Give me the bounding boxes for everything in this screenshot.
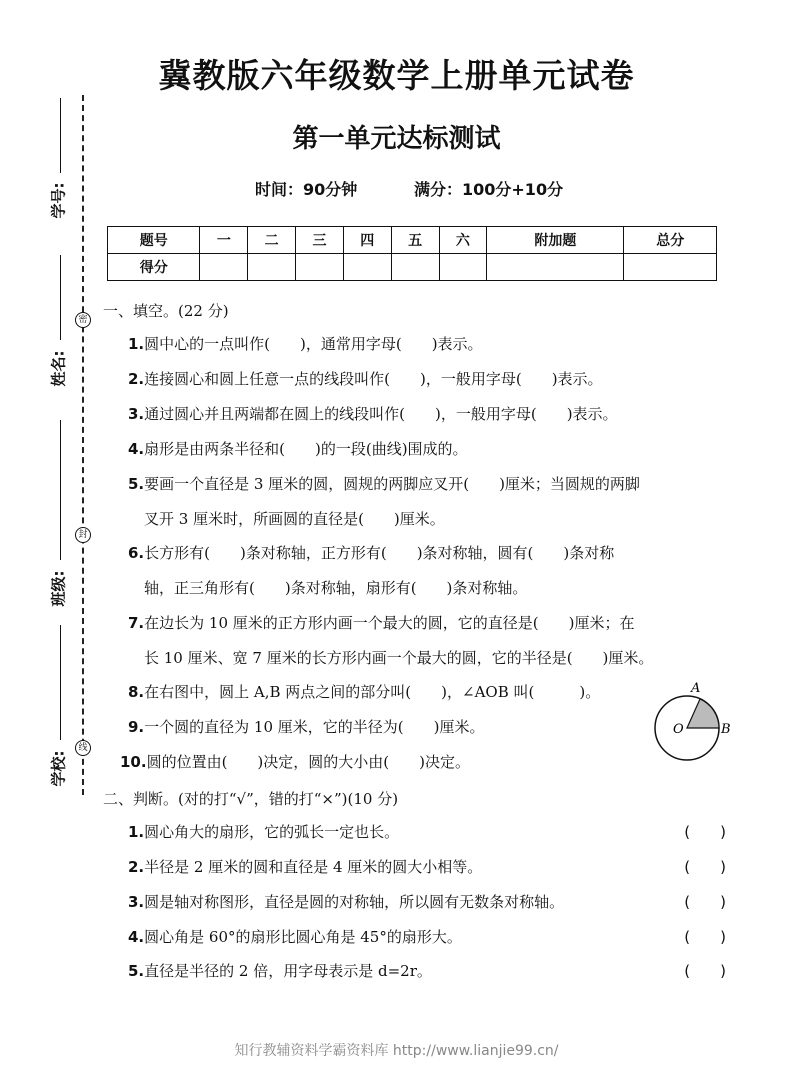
question-1-5 bbox=[128, 473, 640, 494]
score-row-label: 得分 bbox=[108, 254, 200, 281]
question-text: 连接圆心和圆上任意一点的线段叫作( )，一般用字母( )表示。 bbox=[144, 370, 603, 388]
question-1-7-cont bbox=[144, 647, 653, 668]
section-1-heading: 一、填空。(22 分) bbox=[103, 302, 229, 320]
seal-mark-xian: 线 bbox=[75, 740, 91, 756]
question-1-2 bbox=[128, 368, 603, 389]
binding-dashed-line bbox=[82, 95, 84, 795]
question-number: 4. bbox=[128, 928, 145, 946]
table-header-cell: 三 bbox=[296, 227, 344, 254]
score-table bbox=[107, 226, 717, 281]
question-number: 5. bbox=[128, 475, 145, 493]
time-info: 时间：90分钟 bbox=[255, 180, 358, 199]
question-text: 要画一个直径是 3 厘米的圆，圆规的两脚应叉开( )厘米；当圆规的两脚 bbox=[144, 475, 640, 493]
page-subtitle: 第一单元达标测试 bbox=[292, 124, 501, 154]
question-text: 圆的位置由( )决定，圆的大小由( )决定。 bbox=[146, 753, 470, 771]
answer-paren[interactable]: ( ) bbox=[684, 962, 726, 980]
seal-mark-mi: 密 bbox=[75, 312, 91, 328]
score-cell[interactable] bbox=[200, 254, 248, 281]
score-cell[interactable] bbox=[439, 254, 487, 281]
question-number: 4. bbox=[128, 440, 145, 458]
question-text: 叉开 3 厘米时，所画圆的直径是( )厘米。 bbox=[144, 510, 445, 528]
question-number: 2. bbox=[128, 858, 145, 876]
point-b-label: B bbox=[721, 722, 731, 737]
point-o-label: O bbox=[673, 722, 684, 737]
score-table-score-row bbox=[108, 254, 717, 281]
full-score-info: 满分：100分+10分 bbox=[414, 180, 564, 199]
point-a-label: A bbox=[691, 681, 701, 696]
question-text: 圆心角是 60°的扇形比圆心角是 45°的扇形大。 bbox=[144, 928, 462, 946]
table-header-cell: 四 bbox=[343, 227, 391, 254]
question-1-3 bbox=[128, 403, 618, 424]
question-1-5-cont bbox=[144, 508, 445, 529]
question-1-4 bbox=[128, 438, 468, 459]
judgment-1 bbox=[128, 821, 399, 842]
footer-watermark: 知行教辅资料学霸资料库 http://www.lianjie99.cn/ bbox=[234, 1043, 559, 1059]
question-number: 3. bbox=[128, 893, 145, 911]
name-label: 姓名: bbox=[49, 350, 68, 387]
question-number: 3. bbox=[128, 405, 145, 423]
question-number: 6. bbox=[128, 544, 145, 562]
question-text: 圆中心的一点叫作( )，通常用字母( )表示。 bbox=[144, 335, 483, 353]
question-1-1 bbox=[128, 333, 483, 354]
score-cell[interactable] bbox=[343, 254, 391, 281]
question-text: 长方形有( )条对称轴，正方形有( )条对称轴，圆有( )条对称 bbox=[144, 544, 615, 562]
question-number: 10. bbox=[120, 753, 147, 771]
page-title: 冀教版六年级数学上册单元试卷 bbox=[158, 56, 635, 95]
question-number: 1. bbox=[128, 335, 145, 353]
question-number: 2. bbox=[128, 370, 145, 388]
answer-paren[interactable]: ( ) bbox=[684, 893, 726, 911]
table-header-cell: 六 bbox=[439, 227, 487, 254]
question-1-8 bbox=[128, 681, 600, 702]
score-cell[interactable] bbox=[487, 254, 624, 281]
judgment-2 bbox=[128, 856, 482, 877]
section-2-heading: 二、判断。(对的打“√”，错的打“×”)(10 分) bbox=[103, 790, 399, 808]
judgment-4 bbox=[128, 926, 462, 947]
question-number: 7. bbox=[128, 614, 145, 632]
question-text: 一个圆的直径为 10 厘米，它的半径为( )厘米。 bbox=[144, 718, 485, 736]
school-label: 学校: bbox=[49, 750, 68, 787]
score-table-header-row bbox=[108, 227, 717, 254]
question-number: 8. bbox=[128, 683, 145, 701]
answer-paren[interactable]: ( ) bbox=[684, 823, 726, 841]
question-1-6 bbox=[128, 542, 614, 563]
school-line[interactable] bbox=[60, 625, 61, 740]
judgment-3 bbox=[128, 891, 564, 912]
question-text: 轴，正三角形有( )条对称轴，扇形有( )条对称轴。 bbox=[144, 579, 528, 597]
class-label: 班级: bbox=[49, 570, 68, 607]
table-header-cell: 总分 bbox=[624, 227, 717, 254]
question-text: 在边长为 10 厘米的正方形内画一个最大的圆，它的直径是( )厘米；在 bbox=[144, 614, 635, 632]
seal-mark-feng: 封 bbox=[75, 527, 91, 543]
question-text: 圆心角大的扇形，它的弧长一定也长。 bbox=[144, 823, 400, 841]
question-text: 半径是 2 厘米的圆和直径是 4 厘米的圆大小相等。 bbox=[144, 858, 483, 876]
question-text: 直径是半径的 2 倍，用字母表示是 d=2r。 bbox=[144, 962, 432, 980]
question-1-7 bbox=[128, 612, 634, 633]
table-header-cell: 五 bbox=[391, 227, 439, 254]
score-cell[interactable] bbox=[296, 254, 344, 281]
judgment-5 bbox=[128, 960, 432, 981]
question-text: 通过圆心并且两端都在圆上的线段叫作( )，一般用字母( )表示。 bbox=[144, 405, 618, 423]
circle-sector-figure bbox=[645, 680, 735, 765]
question-1-6-cont bbox=[144, 577, 527, 598]
question-text: 圆是轴对称图形，直径是圆的对称轴，所以圆有无数条对称轴。 bbox=[144, 893, 565, 911]
table-header-cell: 附加题 bbox=[487, 227, 624, 254]
score-cell[interactable] bbox=[391, 254, 439, 281]
question-text: 在右图中，圆上 A,B 两点之间的部分叫( )，∠AOB 叫( )。 bbox=[144, 683, 601, 701]
question-1-9 bbox=[128, 716, 484, 737]
answer-paren[interactable]: ( ) bbox=[684, 928, 726, 946]
table-header-cell: 题号 bbox=[108, 227, 200, 254]
question-text: 扇形是由两条半径和( )的一段(曲线)围成的。 bbox=[144, 440, 468, 458]
question-text: 长 10 厘米、宽 7 厘米的长方形内画一个最大的圆，它的半径是( )厘米。 bbox=[144, 649, 654, 667]
table-header-cell: 一 bbox=[200, 227, 248, 254]
question-number: 5. bbox=[128, 962, 145, 980]
name-line[interactable] bbox=[60, 255, 61, 340]
table-header-cell: 二 bbox=[248, 227, 296, 254]
question-1-10 bbox=[120, 751, 470, 772]
student-id-label: 学号: bbox=[49, 182, 68, 219]
question-number: 9. bbox=[128, 718, 145, 736]
question-number: 1. bbox=[128, 823, 145, 841]
answer-paren[interactable]: ( ) bbox=[684, 858, 726, 876]
class-line[interactable] bbox=[60, 420, 61, 560]
score-cell[interactable] bbox=[624, 254, 717, 281]
score-cell[interactable] bbox=[248, 254, 296, 281]
